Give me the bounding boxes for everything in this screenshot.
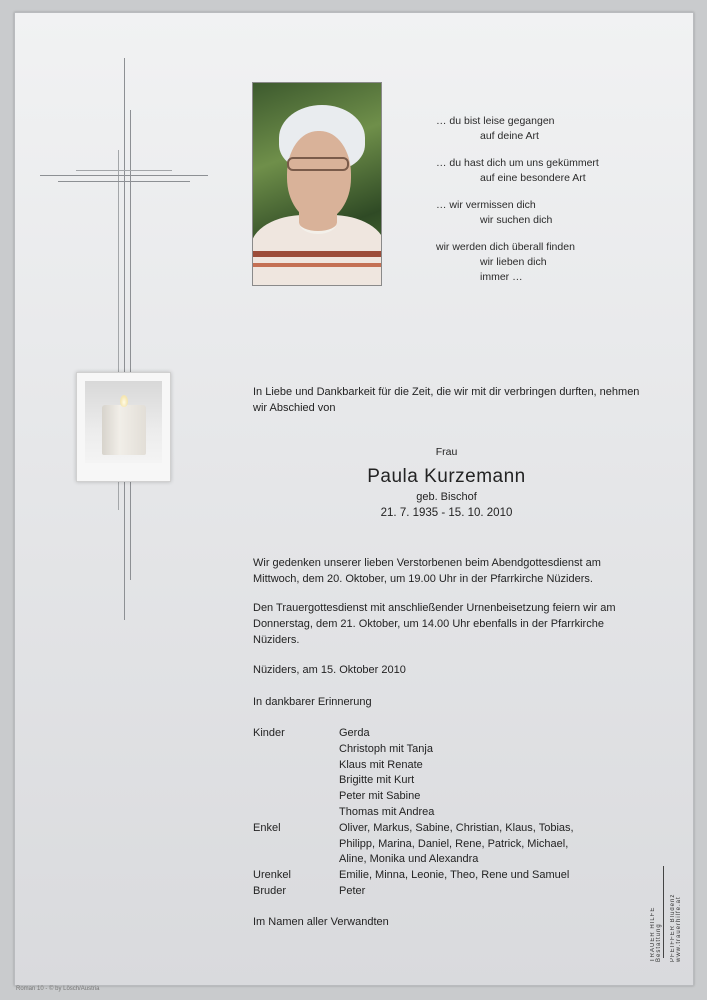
family-name: Christoph mit Tanja [339,742,433,755]
funeral-home-contact [670,862,684,962]
portrait-photo [252,82,382,286]
life-dates: 21. 7. 1935 - 15. 10. 2010 [380,507,513,519]
family-name: Thomas mit Andrea [339,805,435,818]
poem-line: … du bist leise gegangen [436,115,555,127]
poem-line: auf deine Art [480,130,539,142]
flame-icon [120,395,128,407]
closing-line: Im Namen aller Verwandten [253,916,389,928]
family-name: Peter mit Sabine [339,790,421,803]
poem-stanza [436,198,599,228]
relation-label: Urenkel [253,869,291,882]
family-name: Peter [339,884,366,897]
logo-line: Bestattung [656,923,662,962]
poem-line: … wir vermissen dich [436,199,536,211]
family-name: Gerda [339,727,370,739]
place-date: Nüziders, am 15. Oktober 2010 [253,664,406,676]
poem-line: … du hast dich um uns gekümmert [436,157,599,169]
poem-line: auf eine besondere Art [480,172,586,184]
intro-text: In Liebe und Dankbarkeit für die Zeit, die wir mit dir verbringen durften, nehmen wir Abschied von [253,386,640,414]
service-evening: Wir gedenken unserer lieben Verstorbenen beim Abendgottesdienst am Mittwoch, dem 20. Oktober, um 19.00 Uhr in der Pfarrkirche Nüziders. [253,557,601,585]
footer-credit: Roman 10 - © by Lösch/Austria [16,986,100,992]
candle-image [76,372,171,482]
logo-divider [663,866,664,958]
logo-line: TRAUER HILFE [650,906,656,962]
memory-line: In dankbarer Erinnerung [253,696,372,708]
birth-name: geb. Bischof [416,491,477,503]
family-group [253,821,574,868]
poem-stanza [436,240,599,285]
service-funeral: Den Trauergottesdienst mit anschließender Urnenbeisetzung feiern wir am Donnerstag, dem 21. Oktober, um 14.00 Uhr ebenfalls in der Pfarrkirche Nüziders. [253,602,616,646]
poem-line: wir werden dich überall finden [436,241,575,253]
poem-line: wir suchen dich [480,214,553,226]
deceased-name: Paula Kurzemann [367,466,526,487]
funeral-home-logo [650,862,664,962]
family-group [253,726,574,821]
family-list [253,726,574,900]
salutation: Frau [435,446,458,458]
relation-label: Kinder [253,727,285,739]
family-name: Brigitte mit Kurt [339,774,415,787]
poem-stanza [436,156,599,186]
family-name: Philipp, Marina, Daniel, Rene, Patrick, Michael, [339,837,569,850]
family-name: Aline, Monika und Alexandra [339,853,479,866]
poem-stanza [436,114,599,144]
poem-line: wir lieben dich [480,256,547,268]
poem [436,114,599,297]
family-group [253,868,574,884]
family-group [253,884,574,900]
relation-label: Bruder [253,884,287,897]
family-name: Oliver, Markus, Sabine, Christian, Klaus, Tobias, [339,821,574,834]
poem-line: immer … [480,271,523,283]
family-name: Klaus mit Renate [339,758,423,771]
logo-line: PFEIFFER Bludenz [670,893,676,962]
family-name: Emilie, Minna, Leonie, Theo, Rene und Samuel [339,869,570,882]
logo-line: www.trauerhilfe.at [676,896,682,962]
relation-label: Enkel [253,821,281,834]
